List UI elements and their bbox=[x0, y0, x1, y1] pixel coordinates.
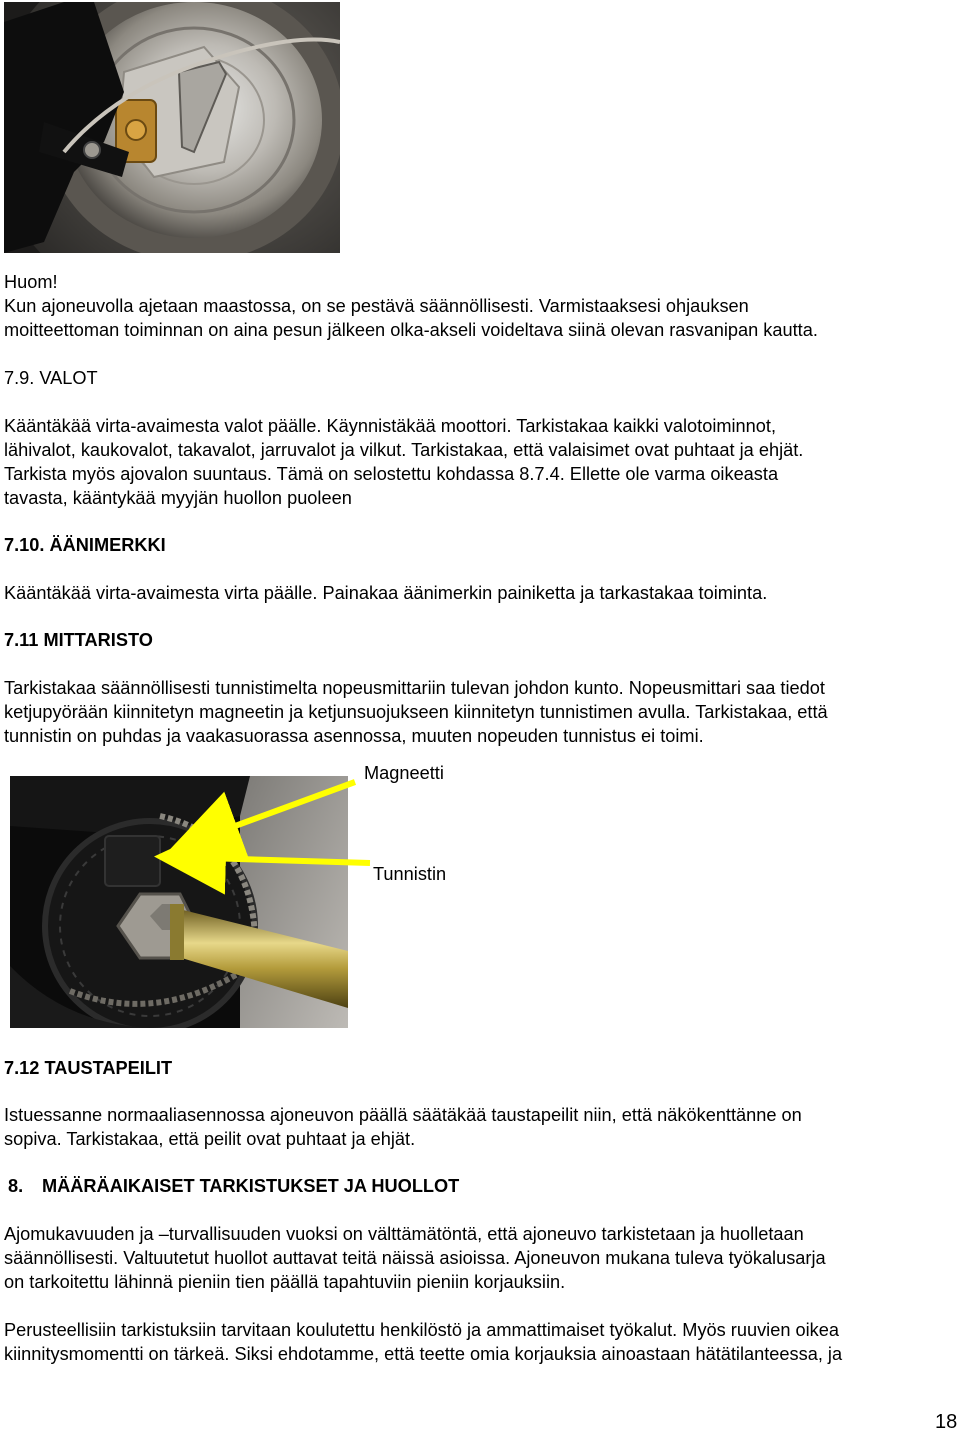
magnet-label: Magneetti bbox=[364, 763, 444, 783]
paragraph-line: Istuessanne normaaliasennossa ajoneuvon päällä säätäkää taustapeilit niin, että näkökenttänne on bbox=[4, 1105, 802, 1125]
note-line: moitteettoman toiminnan on aina pesun jälkeen olka-akseli voideltava siinä olevan rasvanipan kautta. bbox=[4, 320, 818, 340]
paragraph-line: Tarkista myös ajovalon suuntaus. Tämä on selostettu kohdassa 8.7.4. Ellette ole varma oikeasta bbox=[4, 464, 779, 484]
paragraph-line: sopiva. Tarkistakaa, että peilit ovat puhtaat ja ehjät. bbox=[4, 1129, 416, 1149]
wheel-hub-photo bbox=[4, 2, 340, 253]
section-heading-taustapeilit: 7.12 TAUSTAPEILIT bbox=[4, 1058, 173, 1078]
page-number: 18 bbox=[935, 1411, 958, 1433]
paragraph-line: ketjupyörään kiinnitetyn magneetin ja ketjunsuojukseen kiinnitetyn tunnistimen avulla. Tarkistakaa, että bbox=[4, 702, 828, 722]
section-number: 8. bbox=[8, 1176, 24, 1196]
sensor-label: Tunnistin bbox=[373, 864, 447, 884]
paragraph-line: lähivalot, kaukovalot, takavalot, jarruvalot ja vilkut. Tarkistakaa, että valaisimet ovat puhtaat ja ehjät. bbox=[4, 440, 804, 460]
paragraph-line: Tarkistakaa säännöllisesti tunnistimelta nopeusmittariin tulevan johdon kunto. Nopeusmittari saa tiedot bbox=[4, 678, 825, 698]
note-title: Huom! bbox=[4, 272, 58, 292]
paragraph-line: tavasta, kääntykää myyjän huollon puoleen bbox=[4, 488, 352, 508]
paragraph-line: on tarkoitettu lähinnä pieniin tien päällä tapahtuviin pieniin korjauksiin. bbox=[4, 1272, 566, 1292]
section-heading-valot: 7.9. VALOT bbox=[4, 368, 98, 388]
paragraph-line: Kääntäkää virta-avaimesta virta päälle. Painakaa äänimerkin painiketta ja tarkastakaa toiminta. bbox=[4, 583, 768, 603]
wheel-hub-illustration bbox=[4, 2, 340, 253]
paragraph-line: Kääntäkää virta-avaimesta valot päälle. Käynnistäkää moottori. Tarkistakaa kaikki valotoiminnot, bbox=[4, 416, 777, 436]
section-heading-mittaristo: 7.11 MITTARISTO bbox=[4, 630, 153, 650]
section-heading-maaraaikaiset: MÄÄRÄAIKAISET TARKISTUKSET JA HUOLLOT bbox=[42, 1176, 460, 1196]
magnet-arrow bbox=[186, 782, 355, 844]
paragraph-line: säännöllisesti. Valtuutetut huollot auttavat teitä näissä asioissa. Ajoneuvon mukana tuleva työkalusarja bbox=[4, 1248, 826, 1268]
paragraph-line: Perusteellisiin tarkistuksiin tarvitaan koulutettu henkilöstö ja ammattimaiset työkalut. Myös ruuvien oikea bbox=[4, 1320, 839, 1340]
sensor-arrow bbox=[172, 857, 370, 863]
paragraph-line: kiinnitysmomentti on tärkeä. Siksi ehdotamme, että teette omia korjauksia ainoastaan hätätilanteessa, ja bbox=[4, 1344, 843, 1364]
paragraph-line: tunnistin on puhdas ja vaakasuorassa asennossa, muuten nopeuden tunnistus ei toimi. bbox=[4, 726, 704, 746]
note-line: Kun ajoneuvolla ajetaan maastossa, on se pestävä säännöllisesti. Varmistaaksesi ohjauksen bbox=[4, 296, 749, 316]
paragraph-line: Ajomukavuuden ja –turvallisuuden vuoksi on välttämätöntä, että ajoneuvo tarkistetaan ja huolletaan bbox=[4, 1224, 804, 1244]
section-heading-aanimerkki: 7.10. ÄÄNIMERKKI bbox=[4, 535, 166, 555]
